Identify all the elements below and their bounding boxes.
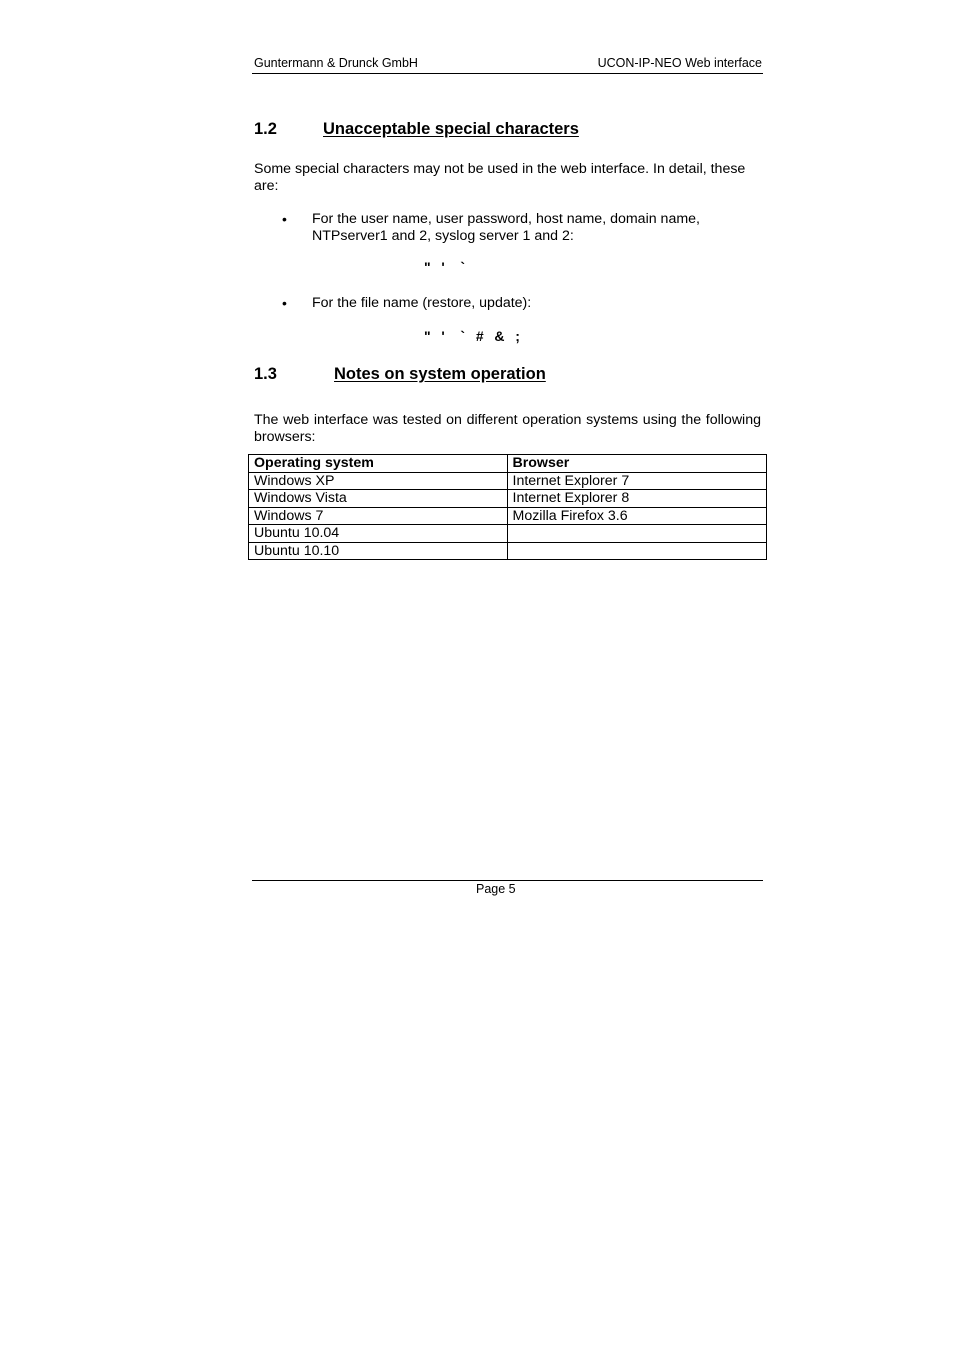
table-cell-browser: Internet Explorer 7 [507,472,767,490]
table-cell-os: Windows Vista [249,490,508,508]
table-header-row [249,455,767,473]
compatibility-table [248,454,767,560]
header-document-title: UCON-IP-NEO Web interface [597,56,762,70]
table-cell-os: Ubuntu 10.04 [249,525,508,543]
bullet-2-text: For the file name (restore, update): [312,295,532,311]
table-row [249,542,767,560]
column-header-os: Operating system [249,455,508,473]
forbidden-chars-credentials: " ' ` [424,259,467,275]
section-1-2-number: 1.2 [254,120,277,138]
table-row [249,472,767,490]
section-1-2-intro: Some special characters may not be used in the web interface. In detail, these are: [254,161,746,194]
section-1-2-title: Unacceptable special characters [323,120,579,138]
header-rule [252,73,763,74]
column-header-browser: Browser [507,455,767,473]
table-cell-browser [507,525,767,543]
table-row [249,507,767,525]
section-1-3-number: 1.3 [254,365,277,383]
bullet-1-text: For the user name, user password, host name, domain name, NTPserver1 and 2, syslog server 1 and 2: [312,211,700,244]
table-cell-os: Windows 7 [249,507,508,525]
section-1-3-intro: The web interface was tested on different operation systems using the following browsers: [254,412,761,445]
table-cell-browser: Mozilla Firefox 3.6 [507,507,767,525]
table-cell-os: Windows XP [249,472,508,490]
header-company: Guntermann & Drunck GmbH [254,56,418,70]
table-cell-browser [507,542,767,560]
forbidden-chars-filename: " ' ` # & ; [424,328,521,344]
table-row [249,490,767,508]
table-cell-os: Ubuntu 10.10 [249,542,508,560]
bullet-2-marker: • [282,295,287,311]
table-row [249,525,767,543]
bullet-1-marker: • [282,211,287,227]
footer-rule [252,880,763,881]
table-cell-browser: Internet Explorer 8 [507,490,767,508]
section-1-3-title: Notes on system operation [334,365,546,383]
page-number: Page 5 [476,882,516,896]
